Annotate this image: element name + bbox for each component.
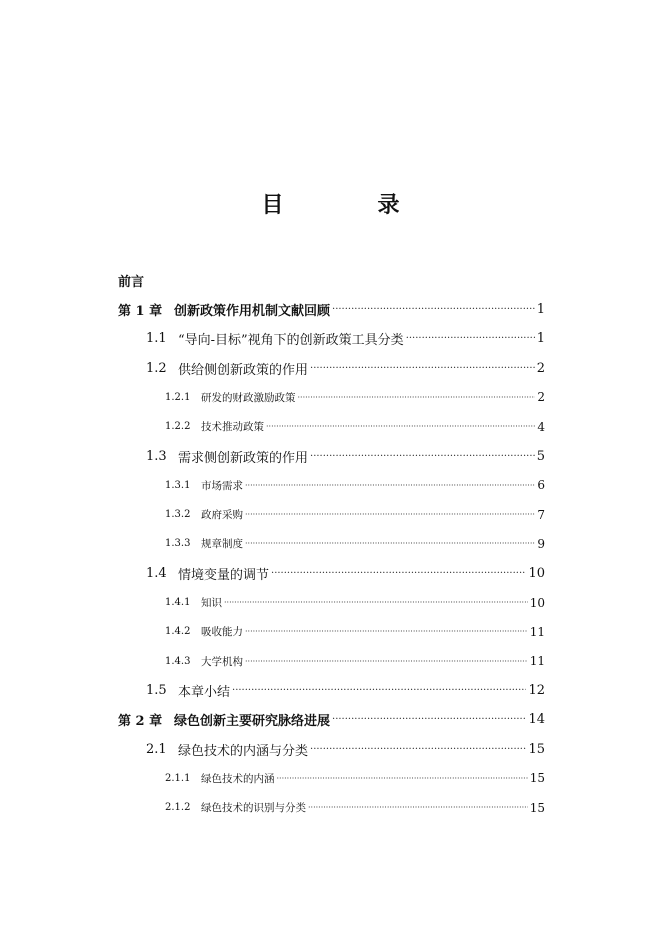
toc-entry-number: 1.3: [146, 448, 167, 464]
toc-entry-page: 14: [528, 712, 545, 728]
toc-entry-title: 市场需求: [201, 479, 243, 492]
toc-leader-dots: [310, 451, 535, 462]
toc-entry-page: 10: [528, 565, 545, 581]
toc-entry-number: 1.4.1: [165, 597, 191, 608]
toc-entry-number: 2.1.2: [165, 802, 191, 814]
toc-entry-page: 7: [537, 507, 545, 522]
toc-entry-number: 1.2: [146, 360, 167, 376]
toc-section-entry[interactable]: [0, 735, 661, 764]
toc-entry-page: 15: [529, 771, 545, 786]
toc-entry-page: 15: [529, 800, 545, 815]
toc-subsection-entry[interactable]: [0, 764, 661, 793]
toc-leader-dots: [224, 598, 528, 607]
toc-entry-number: 1.4: [146, 565, 167, 581]
toc-leader-dots: [232, 685, 526, 696]
toc-entry-title: 本章小结: [178, 684, 231, 700]
toc-entry-page: 6: [537, 478, 545, 493]
toc-entry-number: 1.5: [146, 682, 167, 698]
toc-subsection-entry[interactable]: [0, 412, 661, 441]
toc-leader-dots: [271, 568, 526, 579]
toc-entry-title: 绿色创新主要研究脉络进展: [174, 714, 331, 730]
toc-section-entry[interactable]: [0, 559, 661, 588]
toc-subsection-entry[interactable]: [0, 793, 661, 822]
toc-leader-dots: [245, 657, 528, 666]
toc-leader-dots: [308, 803, 528, 812]
toc-entry-number: 2.1.1: [165, 772, 191, 784]
toc-entry-title: 供给侧创新政策的作用: [178, 362, 309, 378]
toc-leader-dots: [298, 393, 536, 402]
toc-subsection-entry[interactable]: [0, 529, 661, 558]
toc-entry-number: 1.3.3: [165, 538, 191, 550]
toc-entry-page: 2: [537, 390, 545, 405]
toc-entry-page: 1: [536, 302, 545, 317]
toc-entry-page: 2: [536, 360, 545, 376]
toc-leader-dots: [245, 539, 535, 548]
toc-entry-page: 1: [536, 331, 545, 347]
toc-subsection-entry[interactable]: [0, 617, 661, 646]
toc-entry-title: 创新政策作用机制文献回顾: [174, 304, 331, 319]
toc-leader-dots: [277, 774, 528, 783]
toc-entry-title: 绿色技术的识别与分类: [201, 802, 306, 815]
toc-subsection-entry[interactable]: [0, 383, 661, 412]
toc-entry-number: 1.1: [146, 331, 167, 347]
toc-entry-title: 吸收能力: [201, 626, 243, 639]
toc-leader-dots: [245, 627, 528, 636]
toc-leader-dots: [245, 481, 535, 490]
toc-entry-page: 5: [536, 448, 545, 464]
toc-entry-number: 1.4.2: [165, 626, 191, 638]
toc-leader-dots: [310, 363, 535, 374]
toc-entry-number: 1.3.2: [165, 509, 191, 521]
toc-entry-title: 技术推动政策: [201, 421, 264, 434]
toc-subsection-entry[interactable]: [0, 500, 661, 529]
toc-entry-title: 政府采购: [201, 509, 243, 522]
toc-entry-number: 1.4.3: [165, 655, 191, 667]
toc-entry-page: 4: [537, 419, 545, 434]
toc-leader-dots: [310, 744, 526, 755]
toc-section-entry[interactable]: [0, 676, 661, 705]
toc-preface-label: 前言: [118, 275, 145, 290]
toc-section-entry[interactable]: [0, 324, 661, 353]
toc-leader-dots: [266, 422, 535, 431]
toc-leader-dots: [332, 304, 535, 315]
toc-subsection-entry[interactable]: [0, 471, 661, 500]
toc-subsection-entry[interactable]: [0, 647, 661, 676]
toc-entry-page: 9: [537, 536, 545, 551]
toc-entry-number: 第 2 章: [118, 714, 163, 730]
toc-subsection-entry[interactable]: [0, 588, 661, 617]
toc-entry-title: 需求侧创新政策的作用: [178, 450, 309, 466]
toc-entry-number: 2.1: [146, 741, 167, 757]
page-title: 目 录: [261, 192, 436, 218]
toc-entry-title: 研发的财政激励政策: [201, 391, 296, 404]
toc-entry-number: 1.2.1: [165, 391, 191, 403]
toc-entry-page: 11: [529, 654, 545, 669]
toc-entry-page: 11: [529, 624, 545, 639]
toc-entry-page: 10: [529, 595, 545, 610]
toc-entry-page: 15: [528, 741, 545, 757]
toc-section-entry[interactable]: [0, 442, 661, 471]
toc-entry-number: 1.2.2: [165, 421, 191, 433]
toc-leader-dots: [245, 510, 535, 519]
toc-leader-dots: [406, 333, 535, 344]
toc-entry-title: 知识: [201, 597, 222, 609]
toc-entry-page: 12: [528, 682, 545, 698]
toc-chapter-entry[interactable]: [0, 705, 661, 734]
toc-entry-number: 第 1 章: [118, 304, 163, 319]
toc-entry-title: “导向-目标”视角下的创新政策工具分类: [178, 333, 404, 349]
toc-preface[interactable]: [0, 266, 661, 295]
toc-section-entry[interactable]: [0, 354, 661, 383]
toc-entry-title: 绿色技术的内涵: [201, 772, 275, 785]
toc-entry-title: 规章制度: [201, 538, 243, 551]
toc-chapter-entry[interactable]: [0, 295, 661, 324]
toc-entry-title: 情境变量的调节: [178, 567, 270, 583]
toc-entry-title: 大学机构: [201, 655, 243, 668]
toc-leader-dots: [332, 714, 526, 725]
toc-entry-number: 1.3.1: [165, 479, 191, 491]
toc-entry-title: 绿色技术的内涵与分类: [178, 743, 309, 759]
